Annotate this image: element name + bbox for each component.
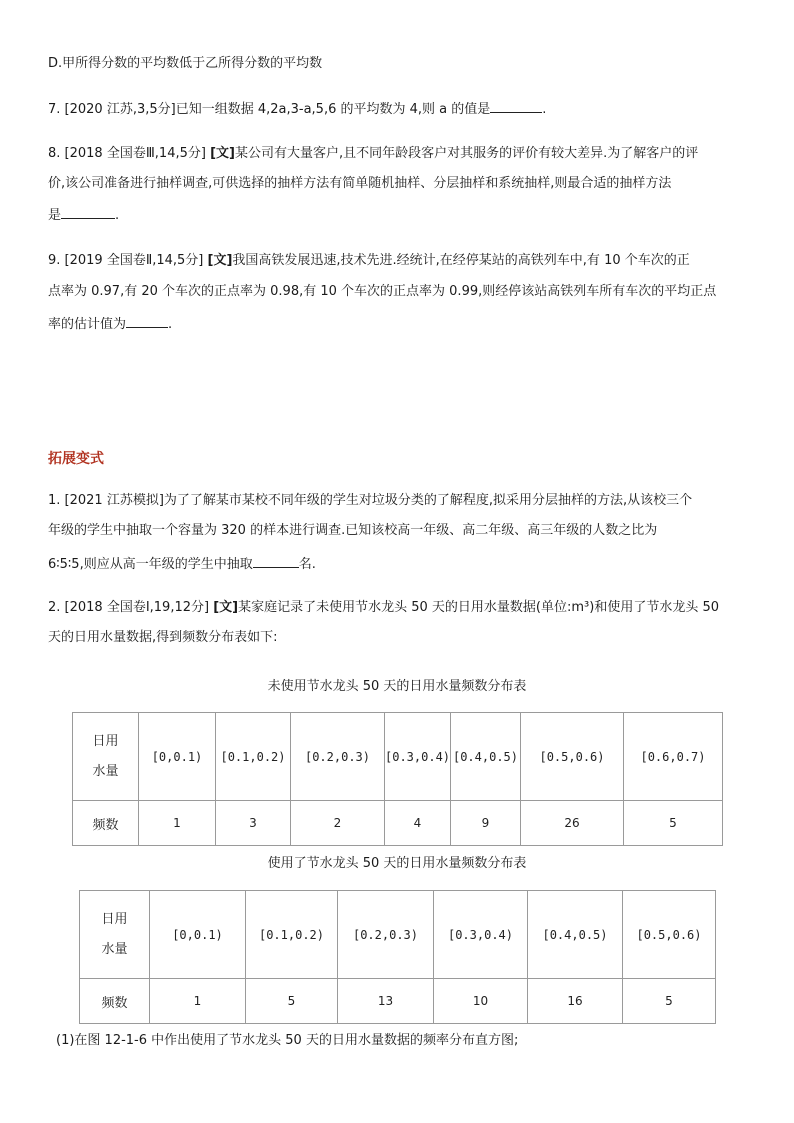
extension-1-line-2: 年级的学生中抽取一个容量为 320 的样本进行调查.已知该校高一年级、高二年级、高三年级的人数之比为 bbox=[48, 523, 658, 538]
count-cell: 9 bbox=[451, 801, 521, 846]
extension-1-end: 名. bbox=[298, 557, 316, 572]
answer-blank bbox=[253, 553, 299, 568]
row-header-line-1: 日用 bbox=[92, 733, 119, 749]
count-cell: 2 bbox=[291, 801, 385, 846]
interval-cell: [0.2,0.3) bbox=[291, 713, 385, 801]
question-7 bbox=[48, 98, 546, 120]
question-8-text-3: 是 bbox=[48, 208, 62, 223]
row-header-line-1: 日用 bbox=[101, 911, 128, 927]
question-7-text: 7. [2020 江苏,3,5分]已知一组数据 4,2a,3-a,5,6 的平均数为 4,则 a 的值是 bbox=[48, 102, 491, 117]
question-9-source: 9. [2019 全国卷Ⅱ,14,5分] bbox=[48, 253, 208, 268]
interval-cell: [0.3,0.4) bbox=[434, 891, 528, 979]
interval-cell: [0.6,0.7) bbox=[624, 713, 723, 801]
interval-cell: [0,0.1) bbox=[139, 713, 216, 801]
extension-1-line-3 bbox=[48, 553, 316, 575]
row-header-water bbox=[80, 891, 150, 979]
count-cell: 5 bbox=[624, 801, 723, 846]
question-8-source: 8. [2018 全国卷Ⅲ,14,5分] bbox=[48, 146, 211, 161]
count-cell: 5 bbox=[623, 979, 716, 1024]
interval-cell: [0.5,0.6) bbox=[521, 713, 624, 801]
interval-cell: [0.4,0.5) bbox=[451, 713, 521, 801]
question-8-line-1 bbox=[48, 144, 698, 164]
row-header-line-2: 水量 bbox=[92, 763, 119, 779]
question-7-end: . bbox=[542, 102, 547, 117]
count-cell: 1 bbox=[139, 801, 216, 846]
count-cell: 16 bbox=[528, 979, 623, 1024]
extension-2-text-1: 某家庭记录了未使用节水龙头 50 天的日用水量数据(单位:m³)和使用了节水龙头 50 bbox=[238, 600, 719, 615]
question-8-tag: [文] bbox=[210, 146, 235, 161]
table-1-caption: 未使用节水龙头 50 天的日用水量频数分布表 bbox=[267, 679, 527, 694]
question-9-line-2: 点率为 0.97,有 20 个车次的正点率为 0.98,有 10 个车次的正点率为 0.99,则经停该站高铁列车所有车次的平均正点 bbox=[48, 284, 717, 299]
count-cell: 3 bbox=[216, 801, 291, 846]
question-9-end: . bbox=[168, 317, 173, 332]
extension-1-line-1: 1. [2021 江苏模拟]为了了解某市某校不同年级的学生对垃圾分类的了解程度,拟采用分层抽样的方法,从该校三个 bbox=[48, 493, 693, 508]
count-cell: 5 bbox=[246, 979, 338, 1024]
sub-question-1: (1)在图 12-1-6 中作出使用了节水龙头 50 天的日用水量数据的频率分布直方图; bbox=[56, 1033, 519, 1048]
section-heading: 拓展变式 bbox=[48, 451, 104, 467]
question-9-line-1 bbox=[48, 251, 690, 271]
row-header-frequency: 频数 bbox=[80, 979, 150, 1024]
count-cell: 4 bbox=[385, 801, 451, 846]
frequency-table-1 bbox=[72, 712, 723, 846]
option-d: D.甲所得分数的平均数低于乙所得分数的平均数 bbox=[48, 56, 323, 71]
frequency-table-2 bbox=[79, 890, 716, 1024]
extension-2-tag: [文] bbox=[213, 600, 239, 615]
extension-2-source: 2. [2018 全国卷Ⅰ,19,12分] bbox=[48, 600, 214, 615]
interval-cell: [0.1,0.2) bbox=[216, 713, 291, 801]
count-cell: 1 bbox=[150, 979, 246, 1024]
extension-2-line-1 bbox=[48, 598, 719, 618]
interval-cell: [0.3,0.4) bbox=[385, 713, 451, 801]
question-9-text-3: 率的估计值为 bbox=[48, 317, 127, 332]
question-8-end: . bbox=[115, 208, 120, 223]
question-8-text-1: 某公司有大量客户,且不同年龄段客户对其服务的评价有较大差异.为了解客户的评 bbox=[234, 146, 699, 161]
answer-blank bbox=[490, 98, 542, 113]
question-8-line-2: 价,该公司准备进行抽样调查,可供选择的抽样方法有简单随机抽样、分层抽样和系统抽样,则最合适的抽样方法 bbox=[48, 176, 672, 191]
question-9-tag: [文] bbox=[207, 253, 233, 268]
extension-1-text-3: 6∶5∶5,则应从高一年级的学生中抽取 bbox=[48, 557, 253, 572]
table-2-caption: 使用了节水龙头 50 天的日用水量频数分布表 bbox=[267, 856, 527, 871]
interval-cell: [0,0.1) bbox=[150, 891, 246, 979]
answer-blank bbox=[126, 313, 168, 328]
interval-cell: [0.5,0.6) bbox=[623, 891, 716, 979]
count-cell: 10 bbox=[434, 979, 528, 1024]
row-header-line-2: 水量 bbox=[101, 941, 128, 957]
interval-cell: [0.4,0.5) bbox=[528, 891, 623, 979]
interval-cell: [0.1,0.2) bbox=[246, 891, 338, 979]
question-9-line-3 bbox=[48, 313, 172, 335]
row-header-frequency: 频数 bbox=[73, 801, 139, 846]
row-header-water bbox=[73, 713, 139, 801]
interval-cell: [0.2,0.3) bbox=[338, 891, 434, 979]
question-8-line-3 bbox=[48, 204, 119, 226]
extension-2-line-2: 天的日用水量数据,得到频数分布表如下: bbox=[48, 630, 278, 645]
answer-blank bbox=[61, 204, 115, 219]
question-9-text-1: 我国高铁发展迅速,技术先进.经统计,在经停某站的高铁列车中,有 10 个车次的正 bbox=[232, 253, 690, 268]
count-cell: 13 bbox=[338, 979, 434, 1024]
count-cell: 26 bbox=[521, 801, 624, 846]
